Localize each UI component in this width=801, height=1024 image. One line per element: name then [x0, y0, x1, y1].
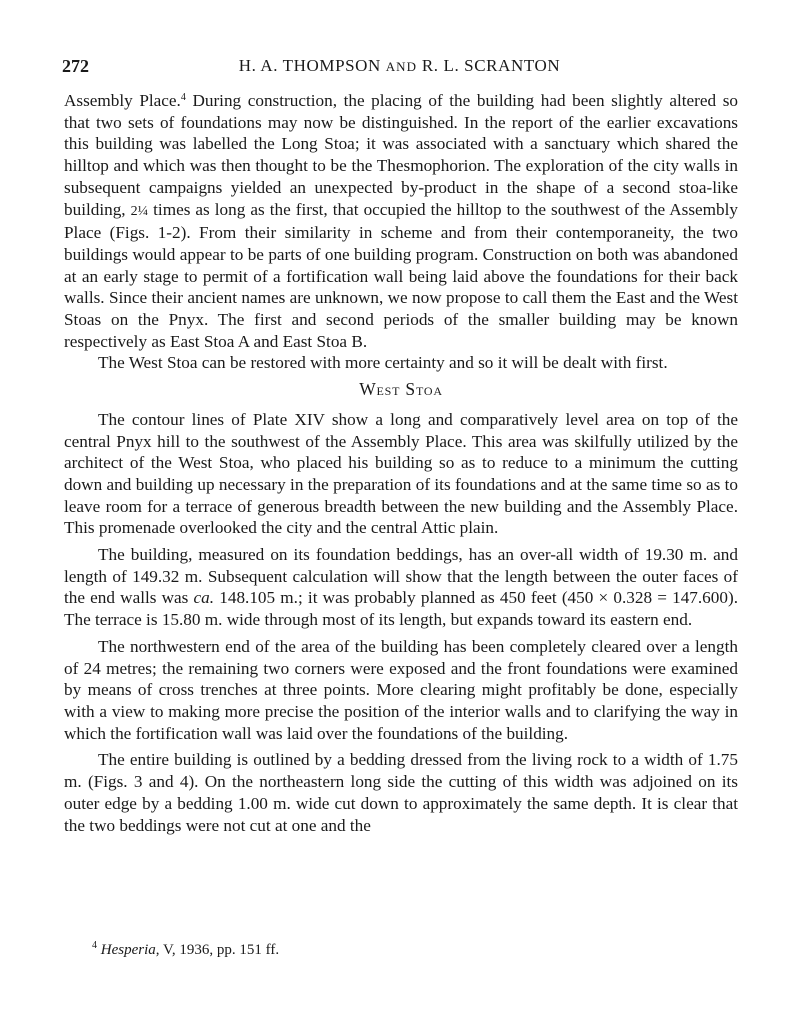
paragraph-4 — [64, 544, 738, 631]
footnote-ref-4[interactable]: 4 — [180, 92, 186, 103]
fraction-2-quarter: 2¼ — [130, 203, 149, 219]
paragraph-2: The West Stoa can be restored with more certainty and so it will be dealt with first. — [98, 353, 668, 373]
paragraph-1-text-b: During construction, the placing of the building had been slightly altered so that two sets of foundations may now be distinguished. In the report of the earlier excavations this building was labelled the Long Stoa; it was associated with a sanctuary which shared the hilltop and which was then thought to be the Thesmophorion. The exploration of the city walls in subsequent campaigns yielded an unexpected by-product in the shape of a second stoa-like building, — [64, 91, 738, 219]
body-text — [64, 90, 738, 836]
author-thompson: H. A. THOMPSON — [238, 56, 381, 75]
footnote-journal: Hesperia — [100, 942, 156, 958]
page-number: 272 — [62, 56, 89, 76]
and-word: AND — [385, 59, 417, 74]
paragraph-4-text-b: 148.105 m.; it was probably planned as 450 feet (450 × 0.328 = 147.600). The terrace is 15.80 m. wide through most of its length, but expands toward its eastern end. — [64, 588, 738, 630]
paragraph-3: The contour lines of Plate XIV show a long and comparatively level area on top of the central Pnyx hill to the southwest of the Assembly Place. This area was skilfully utilized by the architect of the West Stoa, who placed his building so as to reduce to a minimum the cutting down and building up necessary in the preparation of its foundations and at the same time so as to leave room for a terrace of generous breadth between the new building and the Assembly Place. This promenade overlooked the city and the central Attic plain. — [64, 409, 738, 538]
footnote-marker: 4 — [92, 940, 97, 951]
section-heading-west-stoa: West Stoa — [359, 379, 443, 400]
footnote-4 — [92, 942, 279, 959]
running-header — [62, 56, 737, 80]
paragraph-1 — [64, 90, 738, 352]
paragraph-6: The entire building is outlined by a bedding dressed from the living rock to a width of 1.75 m. (Figs. 3 and 4). On the northeastern long side the cutting of this width was adjoined on its outer edge by a bedding 1.00 m. wide cut down to approximately the same depth. It is clear that the two beddings were not cut at one and the — [64, 750, 738, 835]
footnote-citation: , V, 1936, pp. 151 ff. — [155, 942, 280, 958]
paragraph-4-text-a: The building, measured on its foundation beddings, has an over-all width of 19.30 m. and length of 149.32 m. Subsequent calculation will show that the length between the outer faces of the end walls was — [64, 545, 738, 608]
running-head-authors — [62, 56, 737, 76]
ca-abbrev: ca. — [193, 588, 215, 608]
author-scranton: R. L. SCRANTON — [421, 56, 561, 75]
paragraph-1-text-a: Assembly Place. — [64, 91, 181, 110]
paragraph-1-text-c: times as long as the first, that occupied the hilltop to the southwest of the Assembly Place (Figs. 1-2). From their similarity in scheme and from their contemporaneity, the two buildings would appear to be parts of one building program. Construction on both was abandoned at an early stage to permit of a fortification wall being laid above the foundations for their back walls. Since their ancient names are unknown, we now propose to call them the East and the West Stoas on the Pnyx. The first and second periods of the smaller building may be known respectively as East Stoa A and East Stoa B. — [64, 199, 738, 351]
paragraph-5: The northwestern end of the area of the building has been completely cleared over a length of 24 metres; the remaining two corners were exposed and the front foundations were examined by means of cross trenches at three points. More clearing might profitably be done, especially with a view to making more precise the position of the interior walls and to clarifying the way in which the fortification wall was laid over the foundations of the building. — [64, 636, 738, 743]
